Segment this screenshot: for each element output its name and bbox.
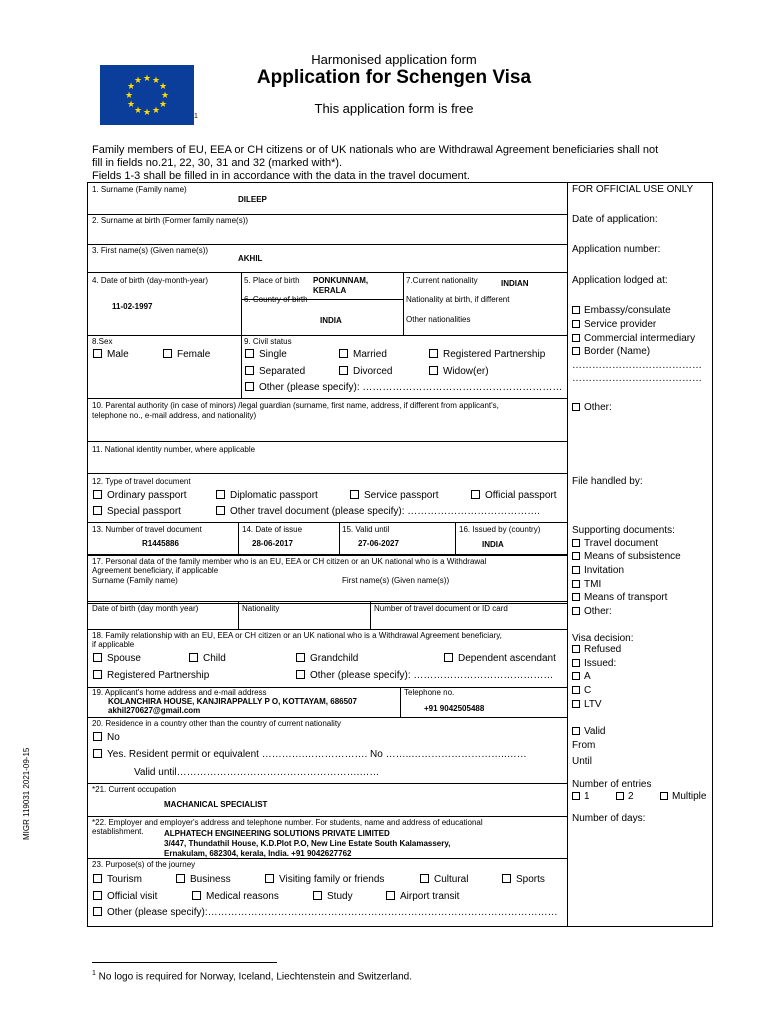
footnote-text: No logo is required for Norway, Iceland, Liechtenstein and Switzerland. <box>95 971 412 983</box>
date-of-issue-value[interactable]: 28-06-2017 <box>252 539 293 548</box>
footnote <box>92 970 412 982</box>
other-nationalities-label: Other nationalities <box>406 315 471 324</box>
parental-authority-label-1: 10. Parental authority (in case of minors) /legal guardian (surname, first name, address, if different from applicant's, <box>92 401 499 410</box>
intro-line-3: Fields 1-3 shall be filled in in accordance with the data in the travel document. <box>92 170 470 182</box>
svg-text:★: ★ <box>142 108 152 118</box>
parental-authority-label-2: telephone no., e-mail address, and nationality) <box>92 411 257 420</box>
svg-text:★: ★ <box>158 82 168 92</box>
family-member-surname-label: Surname (Family name) <box>92 576 178 585</box>
visa-c-checkbox[interactable]: C <box>572 685 591 697</box>
current-nationality-value[interactable]: INDIAN <box>501 279 529 288</box>
relationship-other-checkbox[interactable]: Other (please specify): …………………………………… <box>296 670 553 682</box>
date-of-application-label: Date of application: <box>572 214 658 225</box>
application-number-label: Application number: <box>572 244 661 255</box>
family-member-nationality-label: Nationality <box>242 604 280 613</box>
family-relationship-label-2: if applicable <box>92 640 135 649</box>
purpose-tourism-checkbox[interactable]: Tourism <box>93 874 142 886</box>
diplomatic-passport-checkbox[interactable]: Diplomatic passport <box>216 490 318 502</box>
place-of-birth-value-1[interactable]: PONKUNNAM, <box>313 276 369 285</box>
intro-line-2: fill in fields no.21, 22, 30, 31 and 32 (marked with*). <box>92 157 343 169</box>
embassy-checkbox[interactable]: Embassy/consulate <box>572 305 671 317</box>
official-other-2-checkbox[interactable]: Other: <box>572 606 612 618</box>
file-handled-label: File handled by: <box>572 476 643 487</box>
intro-line-1: Family members of EU, EEA or CH citizens or of UK nationals who are Withdrawal Agreement beneficiaries shall not <box>92 144 659 156</box>
svg-text:★: ★ <box>126 82 136 92</box>
relationship-registered-checkbox[interactable]: Registered Partnership <box>93 670 209 682</box>
family-relationship-label-1: 18. Family relationship with an EU, EEA or CH citizen or an UK national who is a Withdrawal Agreement beneficiary, <box>92 631 502 640</box>
valid-until-label: 15. Valid until <box>342 525 390 534</box>
first-name-label: 3. First name(s) (Given name(s)) <box>92 246 209 255</box>
svg-text:★: ★ <box>151 106 161 116</box>
purpose-visiting-checkbox[interactable]: Visiting family or friends <box>265 874 384 886</box>
travel-document-number-value[interactable]: R1445886 <box>142 539 179 548</box>
svg-text:★: ★ <box>160 91 170 101</box>
issued-checkbox[interactable]: Issued: <box>572 658 616 670</box>
home-address-value[interactable]: KOLANCHIRA HOUSE, KANJIRAPPALLY P O, KOTTAYAM, 686507 <box>108 697 357 706</box>
civil-widow-checkbox[interactable]: Widow(er) <box>429 366 489 378</box>
border-checkbox[interactable]: Border (Name) <box>572 346 650 358</box>
civil-separated-checkbox[interactable]: Separated <box>245 366 305 378</box>
commercial-intermediary-checkbox[interactable]: Commercial intermediary <box>572 333 695 345</box>
issued-by-value[interactable]: INDIA <box>482 540 504 549</box>
visa-a-checkbox[interactable]: A <box>572 671 591 683</box>
svg-text:★: ★ <box>126 100 136 110</box>
current-occupation-label: *21. Current occupation <box>92 785 177 794</box>
transport-checkbox[interactable]: Means of transport <box>572 592 667 604</box>
civil-divorced-checkbox[interactable]: Divorced <box>339 366 392 378</box>
residence-no-checkbox[interactable]: No <box>93 732 120 744</box>
travel-document-number-label: 13. Number of travel document <box>92 525 202 534</box>
svg-text:★: ★ <box>124 91 134 101</box>
other-travel-document-checkbox[interactable]: Other travel document (please specify): …………………………………. <box>216 506 540 518</box>
form-subtitle: Harmonised application form <box>311 52 477 67</box>
telephone-label: Telephone no. <box>404 688 455 697</box>
subsistence-checkbox[interactable]: Means of subsistence <box>572 551 681 563</box>
national-id-label: 11. National identity number, where applicable <box>92 445 256 454</box>
official-other-checkbox[interactable]: Other: <box>572 402 612 414</box>
country-of-birth-label: 6. Country of birth <box>244 295 308 304</box>
valid-until-official-label: Until <box>572 756 593 767</box>
issued-by-label: 16. Issued by (country) <box>459 525 541 534</box>
purpose-label: 23. Purpose(s) of the journey <box>92 860 196 869</box>
civil-other-checkbox[interactable]: Other (please specify): …………………………………………………… <box>245 382 562 394</box>
footnote-mark: 1 <box>92 970 96 977</box>
purpose-business-checkbox[interactable]: Business <box>176 874 231 886</box>
surname-value[interactable]: DILEEP <box>238 195 267 204</box>
family-member-dob-label: Date of birth (day month year) <box>92 604 199 613</box>
relationship-child-checkbox[interactable]: Child <box>189 653 226 665</box>
service-passport-checkbox[interactable]: Service passport <box>350 490 438 502</box>
side-form-code: MIGR 119031 2021-09-15 <box>22 747 31 840</box>
purpose-sports-checkbox[interactable]: Sports <box>502 874 545 886</box>
first-name-value[interactable]: AKHIL <box>238 254 263 263</box>
footnote-divider <box>92 962 277 963</box>
official-use-title: FOR OFFICIAL USE ONLY <box>572 184 694 195</box>
residence-valid-until[interactable]: Valid until……………………………………………….…… <box>134 767 380 778</box>
family-member-document-label: Number of travel document or ID card <box>374 604 508 613</box>
valid-until-value[interactable]: 27-06-2027 <box>358 539 399 548</box>
civil-single-checkbox[interactable]: Single <box>245 349 287 361</box>
border-dots-2: ………………………………… <box>572 373 702 384</box>
relationship-grandchild-checkbox[interactable]: Grandchild <box>296 653 358 665</box>
surname-label: 1. Surname (Family name) <box>92 185 187 194</box>
application-lodged-label: Application lodged at: <box>572 275 668 286</box>
nationality-at-birth-label: Nationality at birth, if different <box>406 295 510 304</box>
employer-label-1: *22. Employer and employer's address and telephone number. For students, name and address of educational <box>92 818 483 827</box>
employer-city-value[interactable]: Ernakulam, 682304, kerala, India. +91 9042627762 <box>164 849 352 858</box>
date-of-issue-label: 14. Date of issue <box>242 525 303 534</box>
family-member-first-name-label: First name(s) (Given name(s)) <box>342 576 450 585</box>
civil-registered-partnership-checkbox[interactable]: Registered Partnership <box>429 349 545 361</box>
entries-1-checkbox[interactable]: 1 <box>572 791 590 803</box>
relationship-dependent-checkbox[interactable]: Dependent ascendant <box>444 653 556 665</box>
number-of-entries-label: Number of entries <box>572 779 652 790</box>
family-member-label-1: 17. Personal data of the family member who is an EU, EEA or CH citizen or an UK national who is a Withdrawal <box>92 557 487 566</box>
valid-from-label: From <box>572 740 596 751</box>
visa-ltv-checkbox[interactable]: LTV <box>572 699 602 711</box>
service-provider-checkbox[interactable]: Service provider <box>572 319 656 331</box>
relationship-spouse-checkbox[interactable]: Spouse <box>93 653 141 665</box>
form-title: Application for Schengen Visa <box>256 67 532 88</box>
sex-female-checkbox[interactable]: Female <box>163 349 210 361</box>
entries-2-checkbox[interactable]: 2 <box>616 791 634 803</box>
entries-multiple-checkbox[interactable]: Multiple <box>660 791 706 803</box>
purpose-airport-checkbox[interactable]: Airport transit <box>386 891 459 903</box>
surname-at-birth-label: 2. Surname at birth (Former family name(s)) <box>92 216 249 225</box>
number-of-days-label: Number of days: <box>572 813 646 824</box>
place-of-birth-value-2[interactable]: KERALA <box>313 286 347 295</box>
invitation-checkbox[interactable]: Invitation <box>572 565 624 577</box>
ordinary-passport-checkbox[interactable]: Ordinary passport <box>93 490 186 502</box>
employer-name-value[interactable]: ALPHATECH ENGINEERING SOLUTIONS PRIVATE LIMITED <box>164 829 390 838</box>
purpose-other-checkbox[interactable]: Other (please specify):…………………………………………………………………………………………… <box>93 907 558 919</box>
place-of-birth-label: 5. Place of birth <box>244 276 300 285</box>
purpose-cultural-checkbox[interactable]: Cultural <box>420 874 468 886</box>
residence-yes-checkbox[interactable]: Yes. Resident permit or equivalent ………….………………. No ……..………………………..…… <box>93 749 527 761</box>
purpose-official-checkbox[interactable]: Official visit <box>93 891 157 903</box>
visa-decision-label: Visa decision: <box>572 633 634 644</box>
sex-male-checkbox[interactable]: Male <box>93 349 129 361</box>
purpose-medical-checkbox[interactable]: Medical reasons <box>192 891 279 903</box>
telephone-value[interactable]: +91 9042505488 <box>424 704 485 713</box>
email-value[interactable]: akhil270627@gmail.com <box>108 706 201 715</box>
border-dots-1: ………………………………… <box>572 360 702 371</box>
refused-checkbox[interactable]: Refused <box>572 644 621 656</box>
valid-checkbox[interactable]: Valid <box>572 726 606 738</box>
home-address-label: 19. Applicant's home address and e-mail address <box>92 688 267 697</box>
tmi-checkbox[interactable]: TMI <box>572 579 601 591</box>
free-note: This application form is free <box>314 101 474 116</box>
intro-text <box>92 144 712 183</box>
residence-label: 20. Residence in a country other than the country of current nationality <box>92 719 342 728</box>
civil-married-checkbox[interactable]: Married <box>339 349 387 361</box>
date-of-birth-label: 4. Date of birth (day-month-year) <box>92 276 209 285</box>
svg-text:★: ★ <box>133 76 143 86</box>
application-form <box>87 182 713 927</box>
purpose-study-checkbox[interactable]: Study <box>313 891 353 903</box>
travel-document-type-label: 12. Type of travel document <box>92 477 191 486</box>
supporting-documents-label: Supporting documents: <box>572 525 675 536</box>
svg-text:★: ★ <box>142 74 152 84</box>
employer-label-2: establishment. <box>92 827 144 836</box>
date-of-birth-value[interactable]: 11-02-1997 <box>112 302 153 311</box>
sex-label: 8.Sex <box>92 337 113 346</box>
family-member-label-2: Agreement beneficiary, if applicable <box>92 566 219 575</box>
official-passport-checkbox[interactable]: Official passport <box>471 490 557 502</box>
svg-text:★: ★ <box>151 76 161 86</box>
current-nationality-label: 7.Current nationality <box>406 276 478 285</box>
civil-status-label: 9. Civil status <box>244 337 292 346</box>
employer-address-value[interactable]: 3/447, Thundathil House, K.D.Plot P.O, New Line Estate South Kalamassery, <box>164 839 451 848</box>
country-of-birth-value[interactable]: INDIA <box>320 316 342 325</box>
current-occupation-value[interactable]: MACHANICAL SPECIALIST <box>164 800 268 809</box>
svg-text:★: ★ <box>158 100 168 110</box>
official-column-divider <box>567 183 568 926</box>
flag-footnote-mark: 1 <box>194 113 198 120</box>
special-passport-checkbox[interactable]: Special passport <box>93 506 181 518</box>
svg-text:★: ★ <box>133 106 143 116</box>
travel-doc-checkbox[interactable]: Travel document <box>572 538 658 550</box>
